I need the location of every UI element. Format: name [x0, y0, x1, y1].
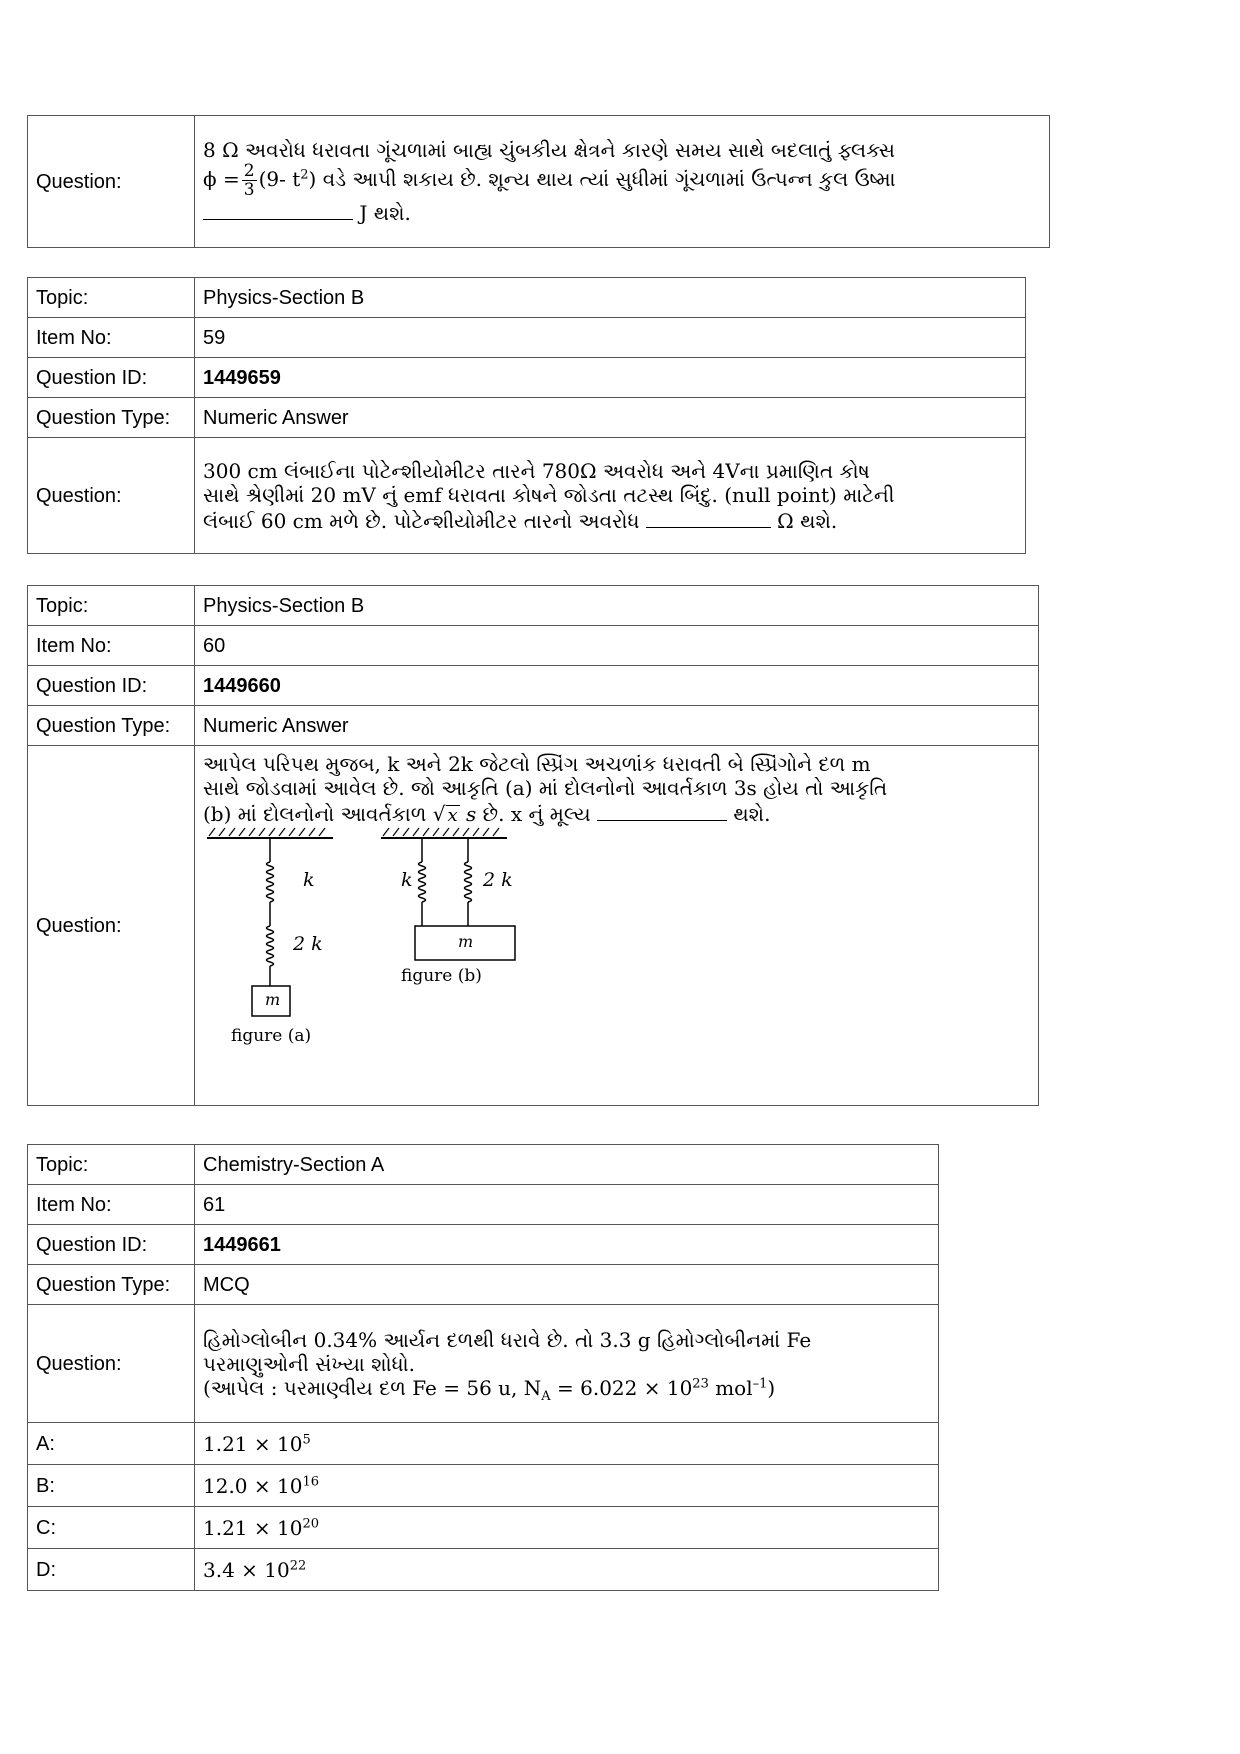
question-text: 8 Ω અવરોધ ધરાવતા ગૂંચળામાં બાહ્ય ચુંબકીય ક્ષેત્રને કારણે સમય સાથે બદલાતું ફ્લક્સ ϕ = $\frac{2}{3}$ (9- $t^2$) વડે આપી શકાય છે. શૂન્ય થાય ત્યાં સુધીમાં ગૂંચળામાં ઉત્પન્ન કુલ ઉષ્મા J થશે. [195, 116, 1050, 248]
question-type-label: Question Type: [28, 1265, 195, 1305]
question-text: આપેલ પરિપથ મુજબ, k અને 2k જેટલો સ્પ્રિંગ અચળાંક ધરાવતી બે સ્પ્રિંગોને દળ m સાથે જોડવામાં આવેલ છે. જો આકૃતિ (a) માં દોલનોનો આવર્તકાળ 3s હોય તો આકૃતિ (b) માં દોલનોનો આવર્તકાળ √ x s છે. x નું મૂલ્ય થશે. k 2 k m figure (a) k 2 k m figure (b) [195, 746, 1039, 1106]
spring-2k-b [465, 838, 472, 926]
question-id-value: 1449660 [195, 666, 1039, 706]
question-text: 300 cm લંબાઈના પોટેન્શીયોમીટર તારને 780Ω અવરોધ અને 4Vના પ્રમાણિત કોષ સાથે શ્રેણીમાં 20 mV નું emf ધરાવતા કોષને જોડતા તટસ્થ બિંદુ. (null point) માટેની લંબાઈ 60 cm મળે છે. પોટેન્શીયોમીટર તારનો અવરોધ Ω થશે. [195, 438, 1026, 554]
question-id-label: Question ID: [28, 666, 195, 706]
answer-blank [597, 800, 727, 821]
answer-blank [203, 199, 353, 220]
question-label: Question: [28, 438, 195, 554]
caption-figure-b: figure (b) [401, 966, 482, 986]
item-no-label: Item No: [28, 626, 195, 666]
option-c: $1.21 \times 10^{20}$ [195, 1507, 939, 1549]
ceiling-b [381, 828, 507, 838]
item-no-label: Item No: [28, 1185, 195, 1225]
label-k-a: k [303, 869, 315, 891]
option-c-label: C: [28, 1507, 195, 1549]
question-id-value: 1449661 [195, 1225, 939, 1265]
label-m-b: m [458, 932, 474, 951]
question-table-58 [27, 115, 1050, 248]
question-label: Question: [28, 746, 195, 1106]
question-label: Question: [28, 1305, 195, 1423]
option-b: $12.0 \times 10^{16}$ [195, 1465, 939, 1507]
question-label: Question: [28, 116, 195, 248]
fraction: $\frac{2}{3}$ [243, 161, 255, 200]
question-type-label: Question Type: [28, 398, 195, 438]
question-id-label: Question ID: [28, 358, 195, 398]
spring-k-a [267, 838, 274, 926]
question-text: હિમોગ્લોબીન 0.34% આર્યન દળથી ધરાવે છે. તો 3.3 g હિમોગ્લોબીનમાં Fe પરમાણુઓની સંખ્યા શોધો. (આપેલ : પરમાણ્વીય દળ Fe = 56 u, $N_A = 6.022 \times 10^{23}$ mol$^{-1}$) [195, 1305, 939, 1423]
label-m-a: m [265, 990, 281, 1009]
item-no-value: 60 [195, 626, 1039, 666]
answer-blank [646, 507, 771, 528]
question-table-60 [27, 585, 1039, 1106]
label-2k-a: 2 k [293, 933, 323, 955]
item-no-value: 61 [195, 1185, 939, 1225]
topic-value: Chemistry-Section A [195, 1145, 939, 1185]
spring-figure [203, 826, 1030, 1074]
topic-label: Topic: [28, 586, 195, 626]
topic-label: Topic: [28, 1145, 195, 1185]
question-type-value: Numeric Answer [195, 398, 1026, 438]
option-a: $1.21 \times 10^5$ [195, 1423, 939, 1465]
caption-figure-a: figure (a) [231, 1026, 312, 1046]
item-no-label: Item No: [28, 318, 195, 358]
spring-k-b [419, 838, 426, 926]
question-type-label: Question Type: [28, 706, 195, 746]
topic-label: Topic: [28, 278, 195, 318]
ceiling-a [207, 828, 333, 838]
option-a-label: A: [28, 1423, 195, 1465]
question-table-61 [27, 1144, 939, 1591]
question-type-value: MCQ [195, 1265, 939, 1305]
topic-value: Physics-Section B [195, 586, 1039, 626]
option-d: $3.4 \times 10^{22}$ [195, 1549, 939, 1591]
option-b-label: B: [28, 1465, 195, 1507]
question-type-value: Numeric Answer [195, 706, 1039, 746]
topic-value: Physics-Section B [195, 278, 1026, 318]
option-d-label: D: [28, 1549, 195, 1591]
question-id-label: Question ID: [28, 1225, 195, 1265]
question-table-59 [27, 277, 1026, 554]
label-k-b: k [401, 869, 413, 891]
item-no-value: 59 [195, 318, 1026, 358]
label-2k-b: 2 k [483, 869, 513, 891]
spring-2k-a [267, 926, 274, 986]
question-id-value: 1449659 [195, 358, 1026, 398]
